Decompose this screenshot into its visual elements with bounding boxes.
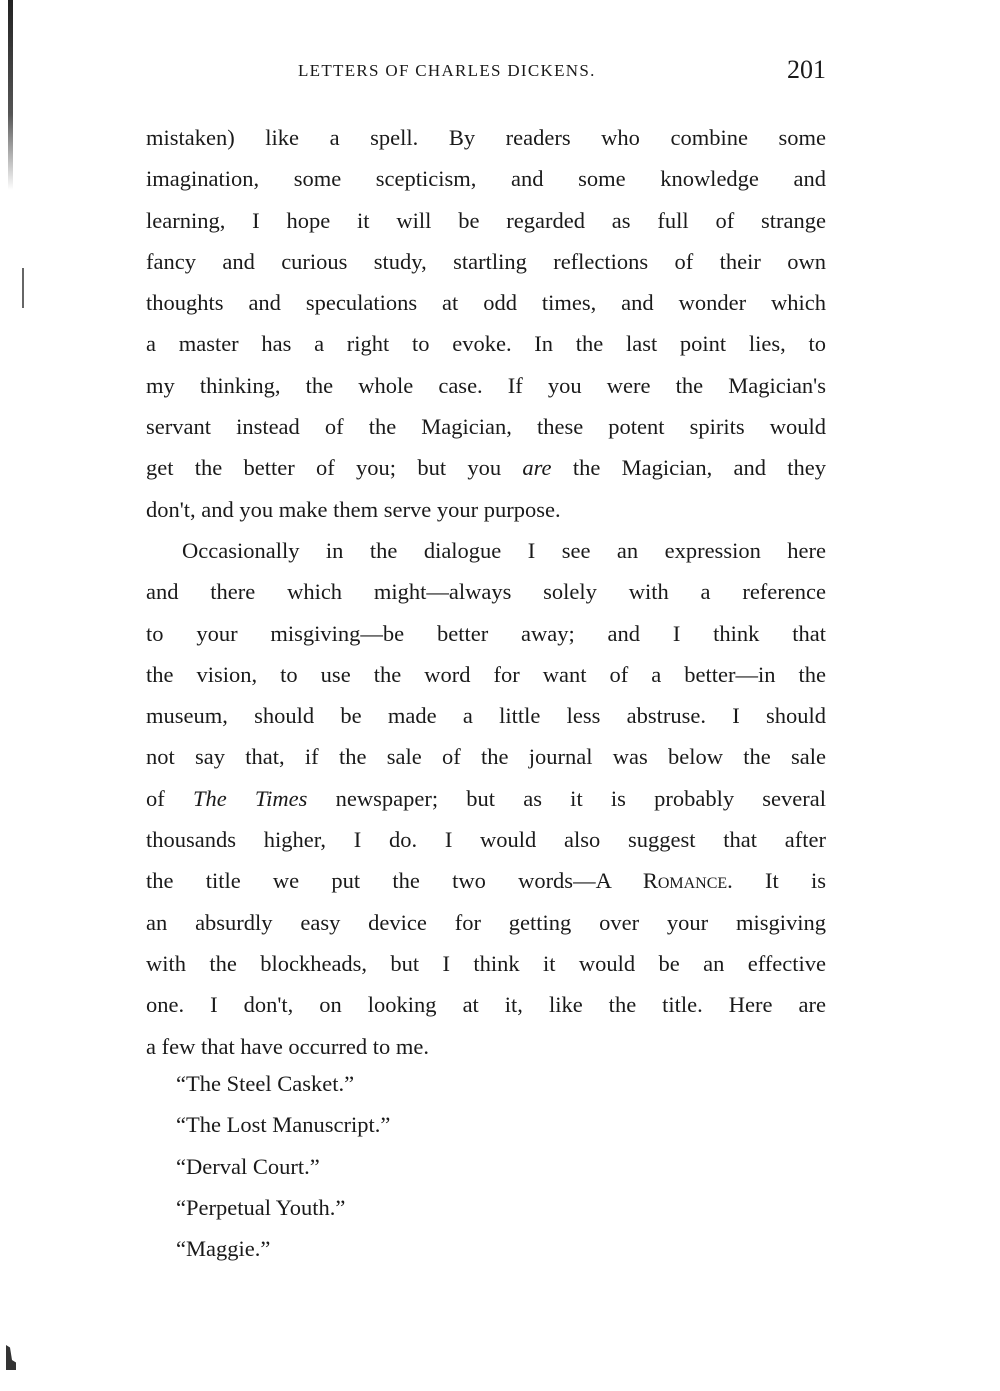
text-line: and there which might—always solely with a reference (146, 579, 826, 605)
small-caps-word: Romance. (642, 868, 733, 894)
page-corner-mark (6, 1345, 16, 1370)
paragraph-1 (146, 117, 826, 530)
suggested-title: “Perpetual Youth.” (176, 1194, 346, 1220)
text-line (146, 447, 826, 488)
text-line: Occasionally in the dialogue I see an expression here (182, 537, 826, 563)
suggested-title: “The Lost Manuscript.” (176, 1112, 391, 1138)
body-text (146, 117, 826, 1067)
italic-title: The Times (192, 785, 308, 811)
text-line: learning, I hope it will be regarded as full of strange (146, 207, 826, 233)
text-fragment: of (146, 785, 193, 811)
suggested-title: “Derval Court.” (176, 1153, 320, 1179)
suggested-title: “The Steel Casket.” (176, 1071, 355, 1096)
page-binding-edge (8, 0, 13, 190)
text-line: thousands higher, I do. I would also suggest that after (146, 827, 826, 853)
suggested-titles-list (176, 1063, 390, 1269)
text-line: thoughts and speculations at odd times, and wonder which (146, 290, 826, 316)
text-line: my thinking, the whole case. If you were the Magician's (146, 372, 826, 398)
italic-word: are (522, 455, 552, 481)
running-head: LETTERS OF CHARLES DICKENS. (298, 61, 596, 80)
text-fragment: get the better of you; but you (146, 455, 523, 481)
text-line: one. I don't, on looking at it, like the title. Here are (146, 992, 826, 1018)
text-line: a master has a right to evoke. In the last point lies, to (146, 331, 826, 357)
text-line: with the blockheads, but I think it would be an effective (146, 950, 826, 976)
page-header (298, 55, 826, 87)
text-fragment: It is (732, 868, 826, 894)
text-line: imagination, some scepticism, and some knowledge and (146, 166, 826, 192)
text-line: mistaken) like a spell. By readers who combine some (146, 125, 826, 150)
text-line: not say that, if the sale of the journal was below the sale (146, 744, 826, 770)
text-fragment: the Magician, and they (551, 455, 826, 481)
text-line: don't, and you make them serve your purpose. (146, 496, 561, 522)
text-line: servant instead of the Magician, these potent spirits would (146, 414, 826, 440)
page-number: 201 (787, 55, 826, 84)
text-fragment: the title we put the two words—A (146, 868, 643, 894)
text-line: an absurdly easy device for getting over your misgiving (146, 909, 826, 935)
text-line: museum, should be made a little less abstruse. I should (146, 703, 826, 729)
text-line (146, 860, 826, 901)
text-line: fancy and curious study, startling reflections of their own (146, 248, 826, 274)
text-fragment: newspaper; but as it is probably several (307, 785, 826, 811)
paragraph-2 (146, 530, 826, 1067)
page-binding-mark (22, 268, 24, 308)
text-line: to your misgiving—be better away; and I think that (146, 620, 826, 646)
suggested-title: “Maggie.” (176, 1236, 271, 1262)
text-line: the vision, to use the word for want of a better—in the (146, 661, 826, 687)
text-line: a few that have occurred to me. (146, 1033, 429, 1059)
text-line (146, 778, 826, 819)
